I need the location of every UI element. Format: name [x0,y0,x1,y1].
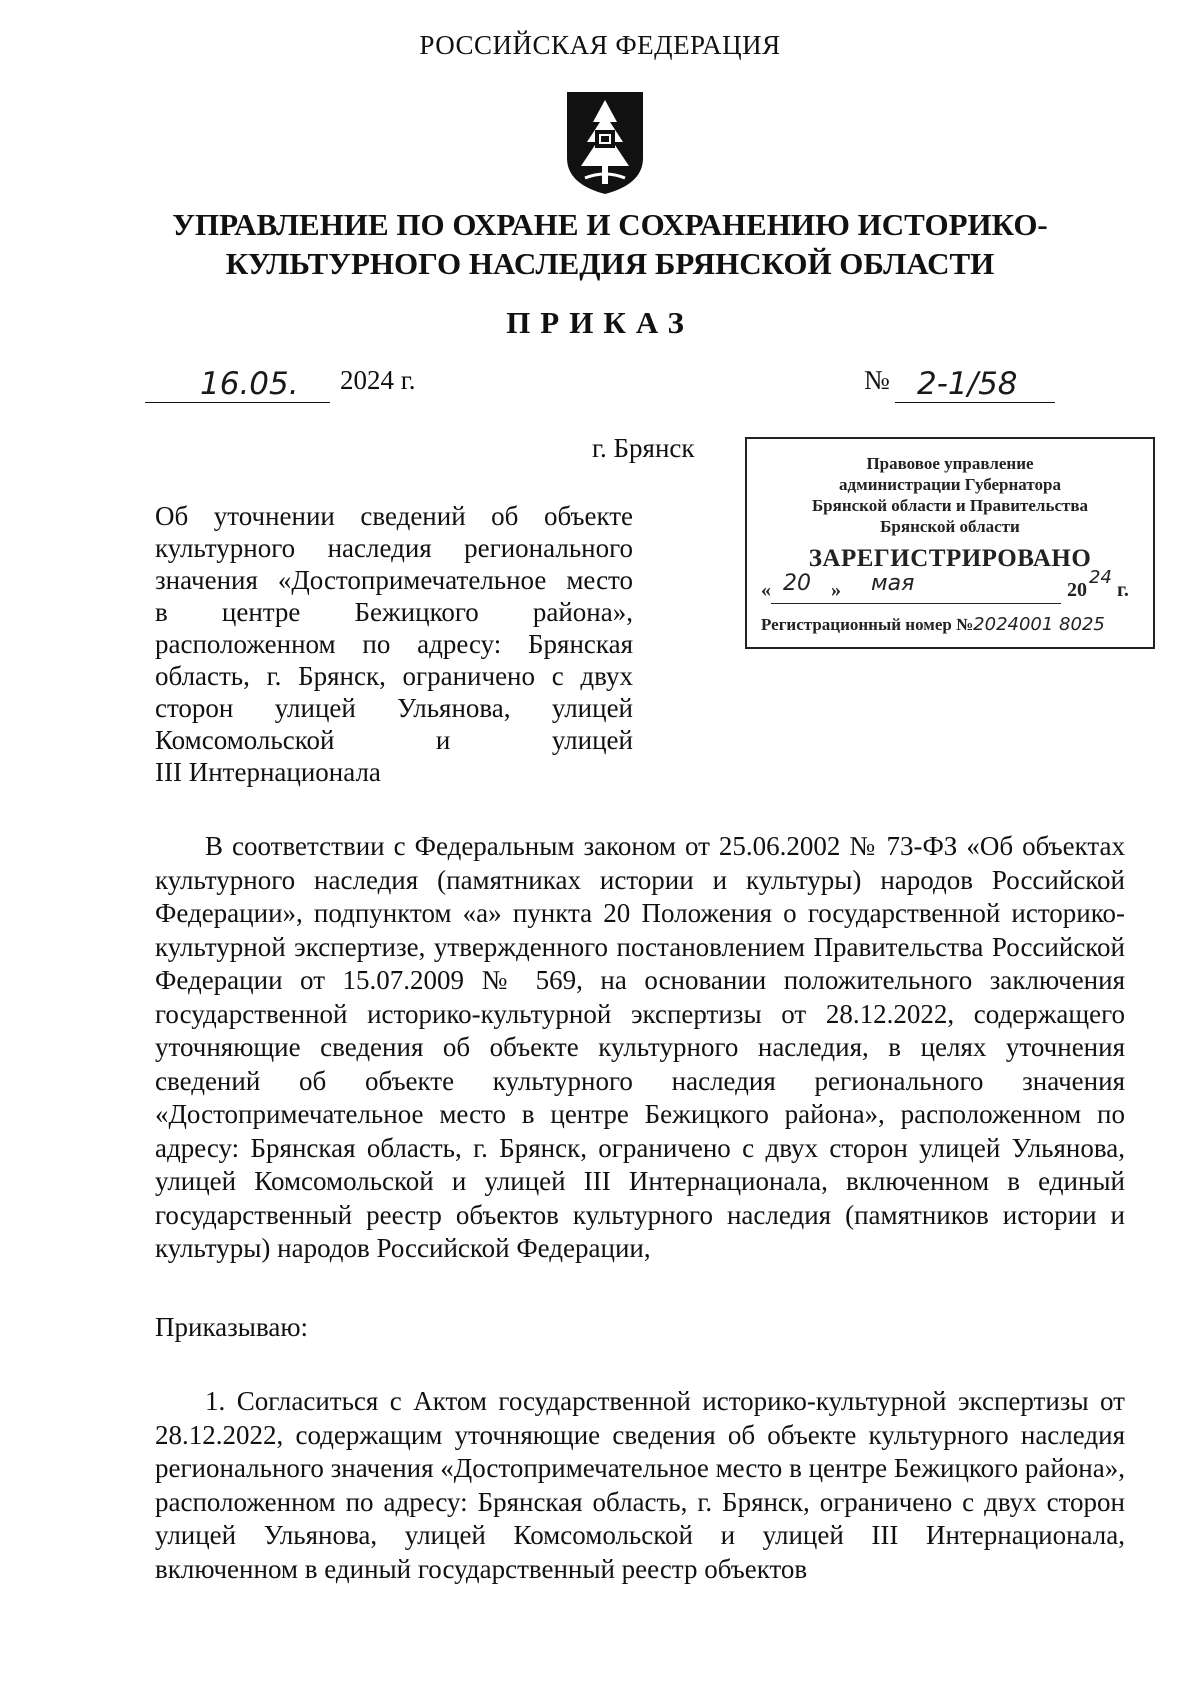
stamp-line-3: Брянской области и Правительства [811,496,1089,515]
subject-line: культурного наследия регионального [155,533,633,563]
date-field [145,368,330,403]
stamp-registered: ЗАРЕГИСТРИРОВАНО [808,545,1092,572]
subject-block [155,500,633,788]
stamp-regno-label: Регистрационный номер № [761,615,974,634]
subject-line: расположенном по адресу: Брянская [155,629,633,659]
stamp-regno-row [761,613,1141,636]
document-type-title: ПРИКАЗ [506,305,694,340]
stamp-line-4: Брянской области [880,517,1020,536]
coat-of-arms-emblem [563,88,647,198]
stamp-year-unit: г. [1117,579,1129,601]
stamp-regno-value: 2024001 8025 [973,614,1105,635]
registration-stamp [745,437,1155,649]
organization-title: УПРАВЛЕНИЕ ПО ОХРАНЕ И СОХРАНЕНИЮ ИСТОРИКО-КУЛЬТУРНОГО НАСЛЕДИЯ БРЯНСКОЙ ОБЛАСТИ [172,207,1048,281]
subject-line: сторон улицей Ульянова, улицей [155,693,633,723]
handwritten-date: 16.05. [200,366,299,402]
subject-line: III Интернационала [155,757,381,787]
year-text: 2024 г. [340,365,416,395]
number-field [895,368,1055,403]
order-word: Приказываю: [155,1312,308,1342]
stamp-date-row: « 20 » мая 20 24 г. [761,577,1141,607]
order-item-1: 1. Согласиться с Актом государственной историко-культурной экспертизы от 28.12.2022, содержащим уточняющие сведения об объекте культурного наследия регионального значения «Достопримечательное место в центре Бежицкого района», расположенном по адресу: Брянская область, г. Брянск, ограничено с двух сторон улицей Ульянова, улицей Комсомольской и улицей III Интернационала, включенном в единый государственный реестр объектов [155,1386,1125,1584]
handwritten-number: 2-1/58 [917,366,1018,402]
stamp-day: 20 [783,571,811,596]
stamp-line-1: Правовое управление [866,454,1034,473]
subject-line: значения «Достопримечательное место [155,565,633,595]
subject-line: область, г. Брянск, ограничено с двух [155,661,633,691]
country-heading: РОССИЙСКАЯ ФЕДЕРАЦИЯ [419,30,781,60]
subject-line: Об уточнении сведений об объекте [155,501,633,531]
subject-line: Комсомольской и улицей [155,725,633,755]
stamp-year-suffix: 24 [1089,567,1112,588]
stamp-year-prefix: 20 [1067,579,1087,601]
number-sign: № [864,365,890,395]
subject-line: в центре Бежицкого района», [155,597,633,627]
stamp-month: мая [871,571,915,596]
stamp-line-2: администрации Губернатора [839,475,1061,494]
city-text: г. Брянск [592,433,695,463]
preamble-paragraph: В соответствии с Федеральным законом от 25.06.2002 № 73-ФЗ «Об объектах культурного наследия (памятниках истории и культуры) народов Российской Федерации», подпунктом «а» пункта 20 Положения о государственной историко-культурной экспертизе, утвержденного постановлением Правительства Российской Федерации от 15.07.2009 № 569, на основании положительного заключения государственной историко-культурной экспертизы от 28.12.2022, содержащего уточняющие сведения об объекте культурного наследия, в целях уточнения сведений об объекте культурного наследия регионального значения «Достопримечательное место в центре Бежицкого района», расположенном по адресу: Брянская область, г. Брянск, ограничено с двух сторон улицей Ульянова, улицей Комсомольской и улицей III Интернационала, включенном в единый государственный реестр объектов культурного наследия (памятников истории и культуры) народов Российской Федерации, [155,831,1125,1263]
